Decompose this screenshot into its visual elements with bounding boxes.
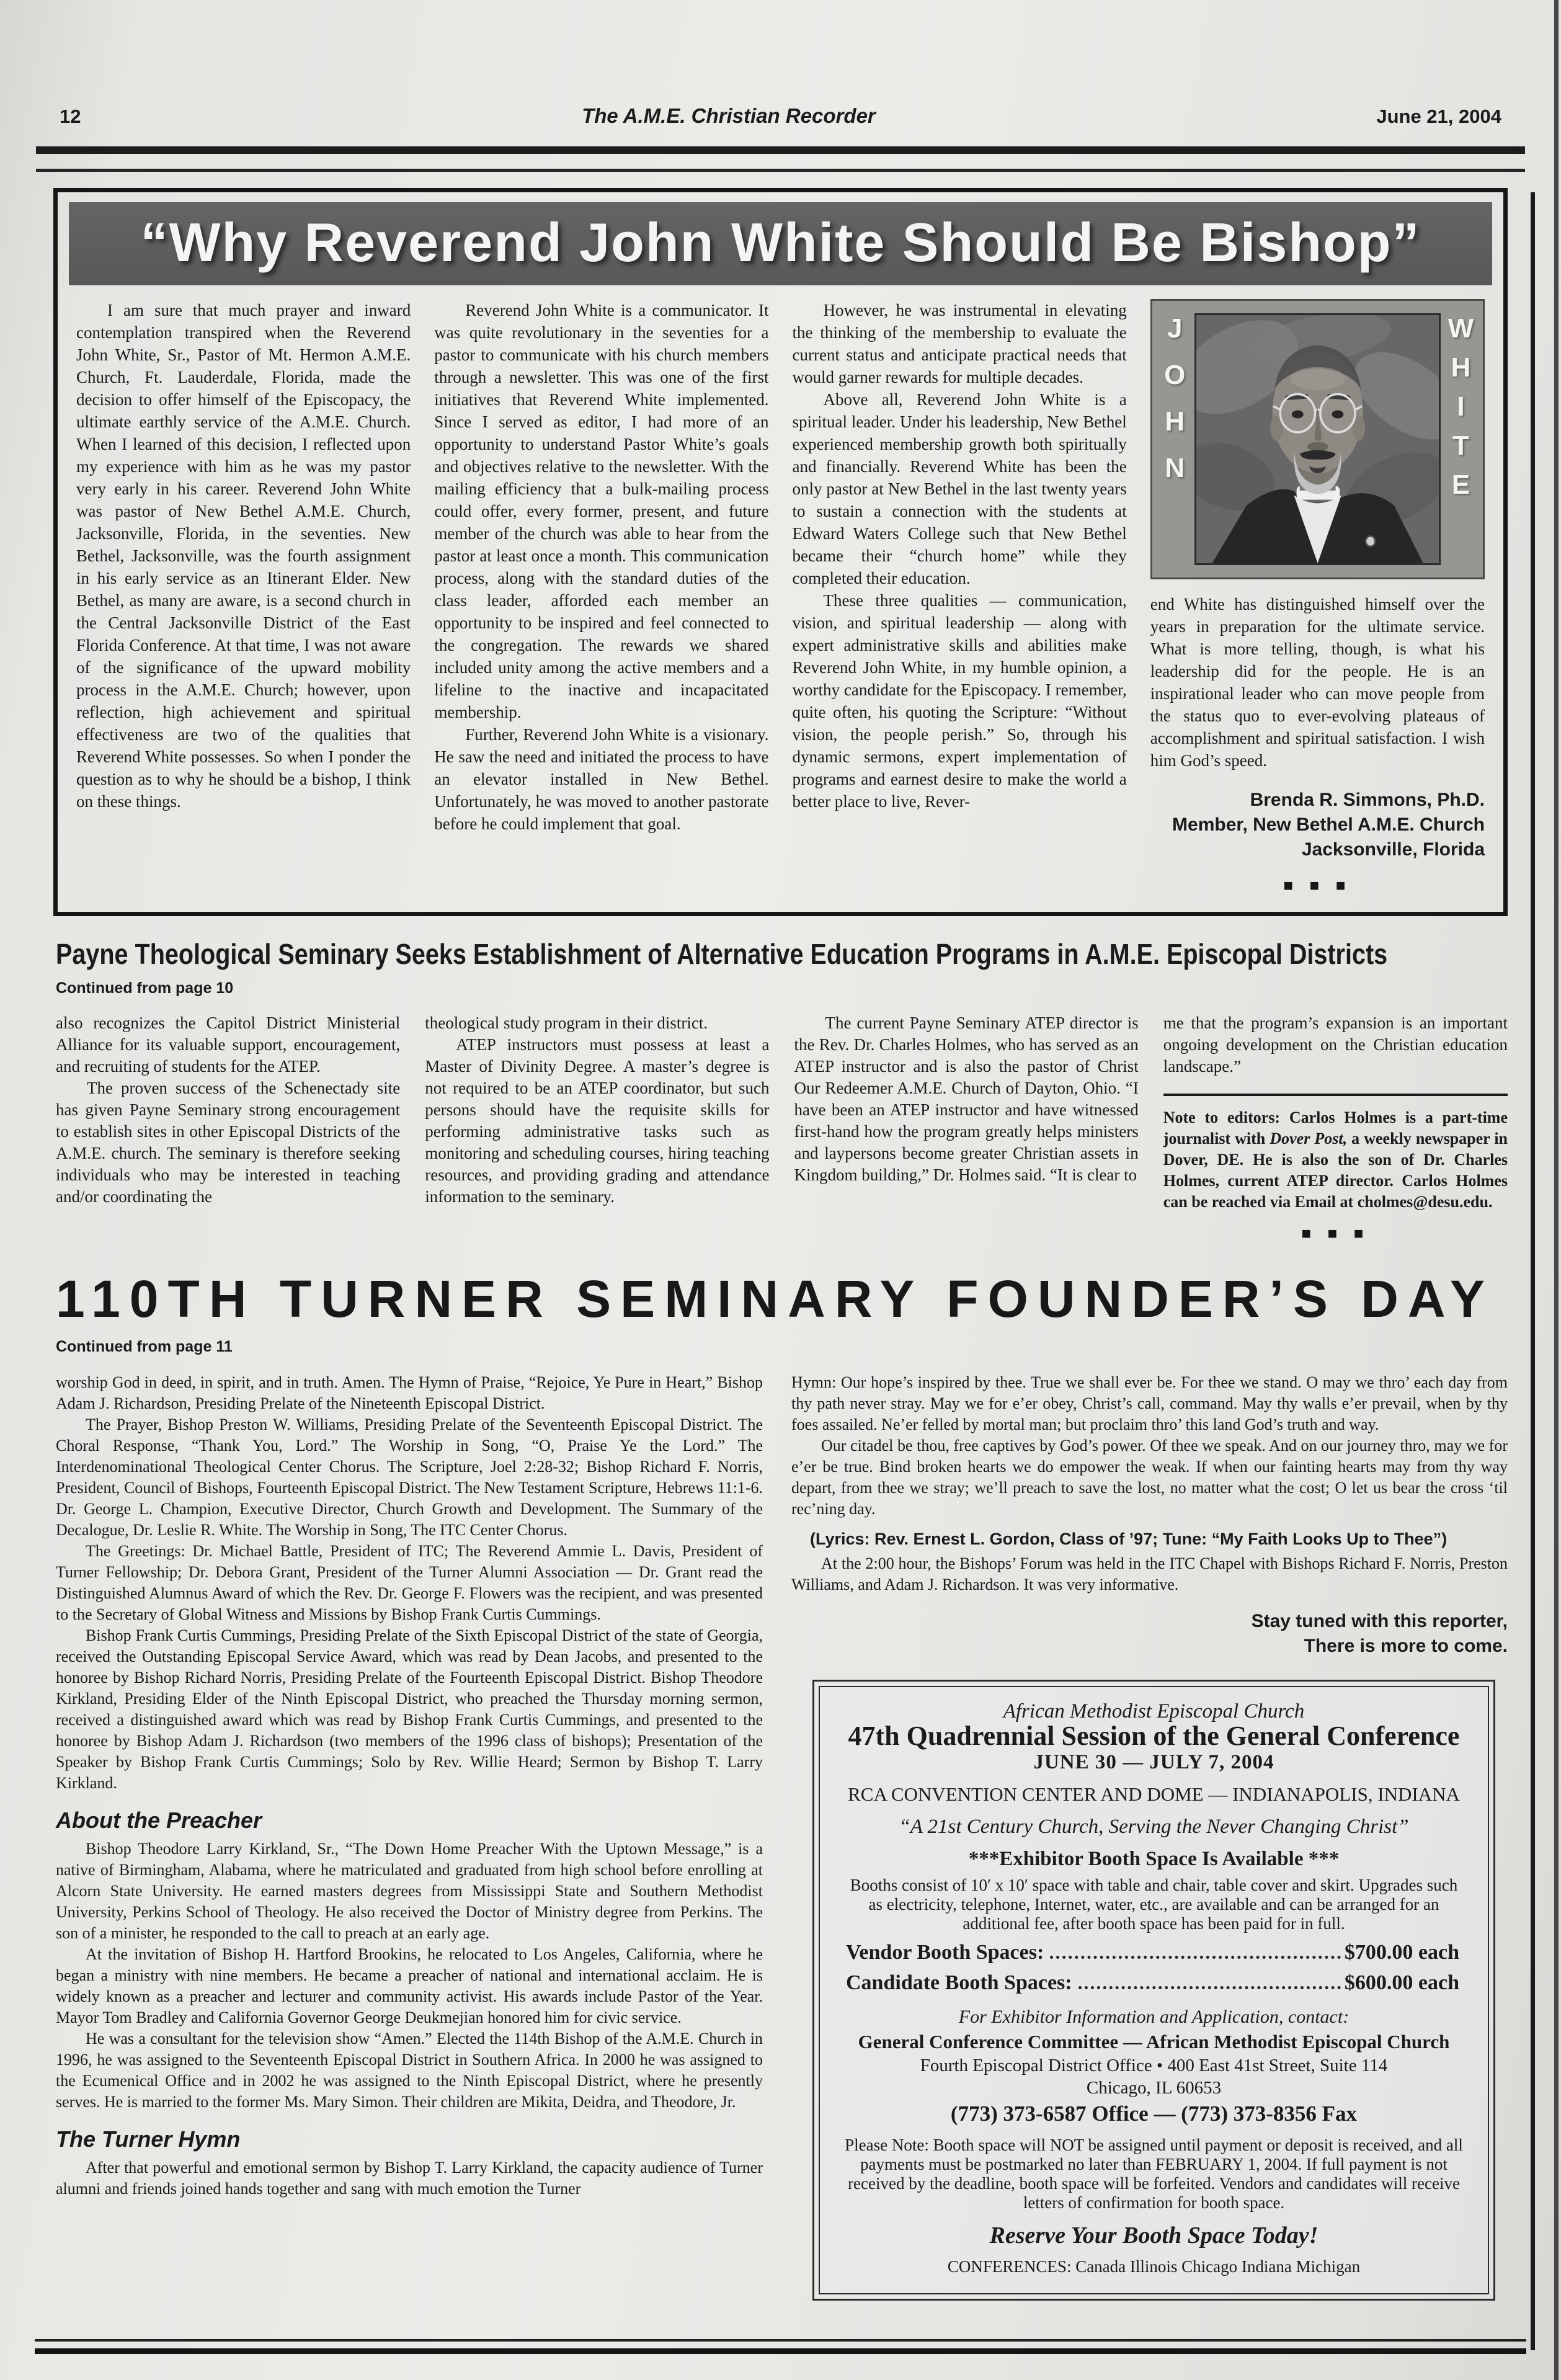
subhead-about-preacher: About the Preacher bbox=[56, 1807, 262, 1833]
turner-section bbox=[56, 1269, 1508, 2301]
paragraph: However, he was instrumental in elevating the thinking of the membership to evaluate the current status and anticipate practical needs that would garner rewards for multiple decades. bbox=[792, 301, 1127, 386]
payne-column-3 bbox=[794, 1012, 1139, 1244]
photo-letters-right: WHITE bbox=[1446, 313, 1476, 509]
portrait-photo bbox=[1194, 313, 1441, 565]
editors-note-text: Note to editors: Carlos Holmes is a part-time journalist with bbox=[1163, 1108, 1508, 1148]
paragraph: The Greetings: Dr. Michael Battle, President of ITC; The Reverend Ammie L. Davis, President of Turner Fellowship; Dr. Debora Grant, President of the Turner Alumni Association — Dr. Grant read the Distinguished Alumnus Award of which the Rev. Dr. George F. Flowers was the recipient, and was presented to the Secretary of Global Witness and Missions by Bishop Frank Curtis Cummings. bbox=[56, 1542, 763, 1623]
payne-column-2 bbox=[425, 1012, 769, 1244]
ad-city: Chicago, IL 60653 bbox=[1086, 2078, 1222, 2098]
paragraph: end White has distinguished himself over the years in preparation for the ultimate service. What is more telling, though, is what his leadership did for the people. He is an inspirational leader who can move people from the status quo to ever-evolving plateaus of accomplishment and spiritual satisfaction. I wish him God’s speed. bbox=[1150, 595, 1485, 770]
top-rule-heavy bbox=[36, 146, 1525, 154]
vendor-booth-label: Vendor Booth Spaces: bbox=[846, 1941, 1044, 1964]
paragraph: Further, Reverend John White is a visionary. He saw the need and initiated the process to have an elevator installed in New Bethel. Unfortunately, he was moved to another pastorate before he could implement that goal. bbox=[434, 725, 769, 833]
top-rule-light bbox=[36, 169, 1525, 172]
editors-note-divider bbox=[1163, 1094, 1508, 1096]
ad-title: 47th Quadrennial Session of the General Conference bbox=[848, 1721, 1460, 1751]
paragraph: These three qualities — communication, vision, and spiritual leadership — along with expert administrative skills and abilities make Reverend John White, in my humble opinion, a worthy candidate for the Episcopacy. I remember, quite often, his quoting the Scripture: “Without vision, the people perish.” So, through his dynamic sermons, expert implementation of programs and earnest desire to make the world a better place to live, Rever- bbox=[792, 591, 1127, 811]
paragraph: also recognizes the Capitol District Ministerial Alliance for its valuable support, encouragement, and recruiting of students for the ATEP. bbox=[56, 1014, 401, 1076]
payne-column-4 bbox=[1163, 1012, 1508, 1244]
ad-slogan: “A 21st Century Church, Serving the Never Changing Christ” bbox=[899, 1816, 1409, 1838]
ad-committee: General Conference Committee — African Methodist Episcopal Church bbox=[858, 2031, 1450, 2052]
paragraph: Bishop Theodore Larry Kirkland, Sr., “The Down Home Preacher With the Uptown Message,” is a native of Birmingham, Alabama, where he matriculated and graduated from high school before enrolling at Alcorn State University. He earned masters degrees from Mississippi State and Southern Methodist University, Perkins School of Theology. He also received the Doctor of Ministry degree from Perkins. The son of a minister, he responded to the call to preach at an early age. bbox=[56, 1840, 763, 1942]
ad-booth-description: Booths consist of 10′ x 10′ space with table and chair, table cover and skirt. Upgrades such as electricity, telephone, Internet, water, etc., are available and can be arranged for an additional fee, after booth space has been paid for in full. bbox=[850, 1876, 1458, 1933]
byline-author: Brenda R. Simmons, Ph.D. bbox=[1250, 790, 1485, 810]
page-number: 12 bbox=[60, 105, 81, 127]
ad-exhibitor-heading: ***Exhibitor Booth Space Is Available *** bbox=[968, 1848, 1340, 1870]
scan-edge bbox=[1554, 0, 1559, 2380]
subhead-turner-hymn: The Turner Hymn bbox=[56, 2126, 241, 2152]
white-article-headline: “Why Reverend John White Should Be Bishop” bbox=[69, 202, 1492, 285]
portrait-photo-frame bbox=[1150, 299, 1485, 579]
turner-headline: 110TH TURNER SEMINARY FOUNDER’S DAY bbox=[56, 1270, 1494, 1328]
turner-right-column bbox=[791, 1372, 1508, 2301]
bottom-rule-thin bbox=[35, 2339, 1526, 2342]
dotted-leader bbox=[1050, 1956, 1341, 1959]
article-column-4 bbox=[1150, 299, 1485, 897]
photo-letters-left: JOHN bbox=[1159, 313, 1190, 499]
ad-dates: JUNE 30 — JULY 7, 2004 bbox=[1033, 1751, 1274, 1773]
paragraph: ATEP instructors must possess at least a Master of Divinity Degree. A master’s degree is not required to be an ATEP coordinator, but such persons should have the requisite skills for performing administrative tasks such as monitoring and scheduling courses, hiring teaching resources, and providing grading and attendance information to the seminary. bbox=[425, 1035, 770, 1206]
paragraph: The proven success of the Schenectady site has given Payne Seminary strong encouragement to establish sites in other Episcopal Districts of the A.M.E. church. The seminary is therefore seeking individuals who may be interested in teaching and/or coordinating the bbox=[56, 1079, 401, 1206]
payne-column-1 bbox=[56, 1012, 400, 1244]
paragraph: I am sure that much prayer and inward contemplation transpired when the Reverend John White, Sr., Pastor of Mt. Hermon A.M.E. Church, Ft. Lauderdale, Florida, made the decision to offer himself of the Episcopacy, the ultimate earthly service of the A.M.E. Church. When I learned of this decision, I reflected upon my experience with him as he was my pastor very early in his career. Reverend John White was pastor of New Bethel A.M.E. Church, Jacksonville, Florida, in the seventies. New Bethel, Jacksonville, was the fourth assignment in his early service as an Itinerant Elder. New Bethel, as many are aware, is a second church in the Central Jacksonville District of the East Florida Conference. At that time, I was not aware of the significance of the upward mobility process in the A.M.E. Church; however, upon reflection, high achievement and spiritual effectiveness are two of the qualities that Reverend White possesses. So when I ponder the question as to why he should be a bishop, I think on these things. bbox=[76, 301, 411, 811]
article-column-3 bbox=[793, 299, 1127, 897]
reporter-line-1: Stay tuned with this reporter, bbox=[1251, 1611, 1508, 1631]
paragraph: At the invitation of Bishop H. Hartford Brookins, he relocated to Los Angeles, California, where he began a ministry with nine members. He became a preacher of national and international acclaim. He is widely known as a preacher and lecturer and community activist. His awards include Pastor of the Year. Mayor Tom Bradley and California Governor George Deukmejian honored him for civic service. bbox=[56, 1945, 763, 2026]
ad-vendor-price-row bbox=[846, 1942, 1459, 1964]
payne-section bbox=[56, 937, 1508, 1244]
ad-candidate-price-row bbox=[846, 1972, 1459, 1994]
issue-date: June 21, 2004 bbox=[1376, 105, 1501, 127]
article-column-2 bbox=[434, 299, 768, 897]
ad-payment-note: Please Note: Booth space will NOT be assigned until payment or deposit is received, and all payments must be postmarked no later than FEBRUARY 1, 2004. If full payment is not received by the deadline, booth space will be forfeited. Vendors and candidates will receive letters of confirmation for booth space. bbox=[845, 2136, 1463, 2212]
publication-title: The A.M.E. Christian Recorder bbox=[582, 104, 876, 127]
byline-role: Member, New Bethel A.M.E. Church bbox=[1172, 814, 1485, 835]
right-edge-rule bbox=[1531, 192, 1535, 2350]
editors-note bbox=[1163, 1107, 1508, 1213]
paragraph: worship God in deed, in spirit, and in truth. Amen. The Hymn of Praise, “Rejoice, Ye Pure in Heart,” Bishop Adam J. Richardson, Presiding Prelate of the Nineteenth Episcopal District. bbox=[56, 1373, 763, 1412]
reporter-signoff bbox=[791, 1609, 1508, 1659]
paragraph: Above all, Reverend John White is a spiritual leader. Under his leadership, New Bethel experienced membership growth both spiritually and financially. Reverend White has been the only pastor at New Bethel in the last twenty years to sustain a connection with the students at Edward Waters College such that New Bethel became their “church home” while they completed their education. bbox=[792, 390, 1127, 587]
paragraph: Reverend John White is a communicator. It was quite revolutionary in the seventies for a pastor to communicate with his church members through a newsletter. This was one of the first initiatives that Reverend White implemented. Since I served as editor, I had more of an opportunity to understand Pastor White’s goals and objectives relative to the newsletter. With the mailing efficiency that a bulk-mailing process could offer, every former, present, and future member of the church was able to hear from the pastor at least once a month. This communication process, along with the standard duties of the class leader, afforded each member an opportunity to be inspired and feel connected to the congregation. The rewards we shared included unity among the active members and a lifeline to the inactive and incapacitated membership. bbox=[434, 301, 769, 721]
end-mark-squares: ■ ■ ■ bbox=[1283, 876, 1352, 894]
article-column-1 bbox=[76, 299, 411, 897]
candidate-booth-label: Candidate Booth Spaces: bbox=[846, 1971, 1072, 1994]
dotted-leader bbox=[1078, 1986, 1341, 1989]
page-header bbox=[0, 0, 1561, 128]
lyrics-credit: (Lyrics: Rev. Ernest L. Gordon, Class of ’97; Tune: “My Faith Looks Up to Thee”) bbox=[810, 1530, 1448, 1548]
white-article-columns bbox=[69, 285, 1492, 897]
white-article-box bbox=[53, 188, 1508, 916]
paragraph: me that the program’s expansion is an important ongoing development on the Christian education landscape.” bbox=[1163, 1014, 1508, 1076]
ad-venue: RCA CONVENTION CENTER AND DOME — INDIANAPOLIS, INDIANA bbox=[848, 1783, 1460, 1805]
paragraph: Hymn: Our hope’s inspired by thee. True we shall ever be. For thee we stand. O may we thro’ each day from thy path never stray. May we for e’er obey, Christ’s call, command. May thy walls e’er prevail, when by thy foes assailed. Ne’er felled by mortal man; but proclaim thro’ this land God’s truth and way. bbox=[791, 1373, 1508, 1433]
ad-phone-fax: (773) 373-6587 Office — (773) 373-8356 Fax bbox=[950, 2101, 1358, 2126]
portrait-photo-illustration bbox=[1196, 315, 1439, 563]
payne-columns bbox=[56, 1012, 1508, 1244]
paragraph: The Prayer, Bishop Preston W. Williams, Presiding Prelate of the Seventeenth Episcopal District. The Choral Response, “Thank You, Lord.” The Worship in Song, “O, Praise Ye the Lord.” The Interdenominational Theological Center Chorus. The Scripture, Joel 2:28-32; Bishop Richard F. Norris, President, Council of Bishops, Fourteenth Episcopal District. The New Testament Scripture, Hebrews 11:1-6. Dr. George L. Champion, Executive Director, Church Growth and Development. The Summary of the Decalogue, Dr. Leslie R. White. The Worship in Song, The ITC Center Chorus. bbox=[56, 1415, 763, 1539]
paragraph: After that powerful and emotional sermon by Bishop T. Larry Kirkland, the capacity audience of Turner alumni and friends joined hands together and sang with much emotion the Turner bbox=[56, 2159, 763, 2198]
ad-church-name: African Methodist Episcopal Church bbox=[1003, 1700, 1305, 1723]
byline bbox=[1150, 788, 1485, 862]
bottom-rule-heavy bbox=[35, 2348, 1526, 2354]
editors-note-publication: Dover Post, bbox=[1270, 1130, 1348, 1148]
turner-left-column bbox=[56, 1372, 763, 2301]
ad-reserve-cta: Reserve Your Booth Space Today! bbox=[989, 2222, 1319, 2249]
candidate-booth-price: $600.00 each bbox=[1344, 1971, 1459, 1994]
paragraph: Bishop Frank Curtis Cummings, Presiding Prelate of the Sixth Episcopal District of the state of Georgia, received the Outstanding Episcopal Service Award, which was read by Dean Jacobs, and presented to the honoree by Bishop Richard Norris, Presiding Prelate of the Fourteenth Episcopal District. Bishop Theodore Kirkland, Presiding Elder of the Ninth Episcopal District, who preached the Thursday morning sermon, received a distinguished award which was read by Bishop Frank Curtis Cummings, and presented to the honoree by Bishop Adam J. Richardson (two members of the 1996 class of bishops); Presentation of the Speaker by Bishop Frank Curtis Cummings; Solo by Rev. Willie Heard; Sermon by Bishop T. Larry Kirkland. bbox=[56, 1626, 763, 1792]
payne-headline: Payne Theological Seminary Seeks Establishment of Alternative Education Programs in A.M.E. Episcopal Districts bbox=[56, 938, 1388, 970]
turner-columns bbox=[56, 1372, 1508, 2301]
paragraph: At the 2:00 hour, the Bishops’ Forum was held in the ITC Chapel with Bishops Richard F. Norris, Preston Williams, and Adam J. Richardson. It was very informative. bbox=[791, 1554, 1508, 1593]
conference-ad bbox=[812, 1680, 1495, 2301]
paragraph: Our citadel be thou, free captives by God’s power. Of thee we speak. And on our journey thro, may we for e’er be true. Bind broken hearts we do empower the weak. If when our fainting hearts may from thy way depart, from thee we stray; we’ll preach to save the lost, no matter what the cost; O let us bear the cross ‘til rec’ning day. bbox=[791, 1437, 1508, 1518]
ad-contact-intro: For Exhibitor Information and Application, contact: bbox=[958, 2007, 1350, 2027]
paragraph: theological study program in their district. bbox=[425, 1014, 708, 1032]
vendor-booth-price: $700.00 each bbox=[1344, 1941, 1459, 1964]
ad-conferences-list: CONFERENCES: Canada Illinois Chicago Indiana Michigan bbox=[947, 2257, 1361, 2276]
end-mark-squares: ■ ■ ■ bbox=[1301, 1224, 1370, 1242]
editors-note-text-rest: a weekly newspaper in Dover, DE. He is also the son of Dr. Charles Holmes, current ATEP director. Carlos Holmes can be reached via Email at cholmes@desu.edu. bbox=[1163, 1130, 1508, 1211]
conference-ad-inner bbox=[819, 1686, 1489, 2294]
paragraph: The current Payne Seminary ATEP director is the Rev. Dr. Charles Holmes, who has served as an ATEP instructor and is also the pastor of Christ Our Redeemer A.M.E. Church of Dayton, Ohio. “I have been an ATEP instructor and have witnessed first-hand how the program greatly helps ministers and laypersons become greater Christian assets in Kingdom building,” Dr. Holmes said. “It is clear to bbox=[794, 1014, 1139, 1184]
byline-location: Jacksonville, Florida bbox=[1301, 839, 1485, 860]
payne-continued-note: Continued from page 10 bbox=[56, 979, 234, 997]
turner-continued-note: Continued from page 11 bbox=[56, 1338, 233, 1355]
reporter-line-2: There is more to come. bbox=[1304, 1636, 1508, 1656]
ad-office-address: Fourth Episcopal District Office • 400 East 41st Street, Suite 114 bbox=[920, 2056, 1388, 2075]
paragraph: He was a consultant for the television show “Amen.” Elected the 114th Bishop of the A.M.E. Church in 1996, he was assigned to the Seventeenth Episcopal District in Southern Africa. In 2000 he was assigned to the Ecumenical Office and in 2002 he was assigned to the Ninth Episcopal District, where he presently serves. He is married to the former Ms. Mary Simon. Their children are Mikita, Deidra, and Theodore, Jr. bbox=[56, 2030, 763, 2111]
